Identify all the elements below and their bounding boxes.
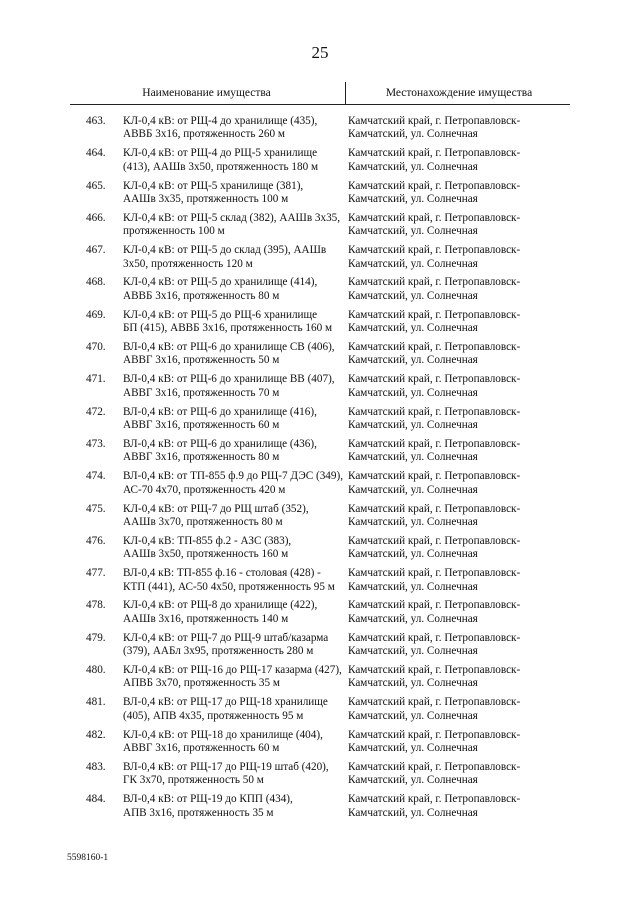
property-name-line: ВЛ-0,4 кВ: от РЩ-17 до РЩ-19 штаб (420),: [123, 760, 329, 773]
property-location-line: Камчатский край, г. Петропавловск-: [348, 179, 521, 192]
row-number: 464.: [86, 147, 106, 160]
property-name-line: АПВ 3х16, протяженность 35 м: [123, 806, 274, 819]
table-row: [0, 696, 640, 728]
property-location-line: Камчатский край, г. Петропавловск-: [348, 341, 521, 354]
property-location: [348, 406, 558, 433]
property-location-line: Камчатский край, г. Петропавловск-: [348, 567, 521, 580]
property-name-line: КЛ-0,4 кВ: от РЩ-5 хранилище (381),: [123, 179, 304, 192]
table-row: [0, 503, 640, 535]
property-name: [123, 793, 345, 820]
property-location-line: Камчатский, ул. Солнечная: [348, 677, 478, 690]
row-number: 475.: [86, 502, 106, 515]
property-name-line: (413), ААШв 3х50, протяженность 180 м: [123, 160, 319, 173]
property-name-line: ААШв 3х16, протяженность 140 м: [123, 612, 289, 625]
property-location-line: Камчатский, ул. Солнечная: [348, 451, 478, 464]
property-location-line: Камчатский, ул. Солнечная: [348, 645, 478, 658]
table-row: [0, 632, 640, 664]
property-name-line: КЛ-0,4 кВ: от РЩ-18 до хранилище (404),: [123, 728, 323, 741]
table-header: [70, 82, 570, 105]
property-location-line: Камчатский край, г. Петропавловск-: [348, 631, 521, 644]
property-name: [123, 696, 345, 723]
property-location-line: Камчатский край, г. Петропавловск-: [348, 599, 521, 612]
property-location: [348, 438, 558, 465]
property-name-line: ВЛ-0,4 кВ: от РЩ-6 до хранилище ВВ (407),: [123, 373, 335, 386]
property-location-line: Камчатский край, г. Петропавловск-: [348, 696, 521, 709]
property-location-line: Камчатский край, г. Петропавловск-: [348, 728, 521, 741]
row-number: 465.: [86, 179, 106, 192]
property-location: [348, 115, 558, 142]
property-name-line: АВВГ 3х16, протяженность 80 м: [123, 451, 280, 464]
property-name-line: (405), АПВ 4х35, протяженность 95 м: [123, 709, 304, 722]
row-number: 483.: [86, 760, 106, 773]
property-location-line: Камчатский край, г. Петропавловск-: [348, 147, 521, 160]
property-location-line: Камчатский, ул. Солнечная: [348, 483, 478, 496]
property-name: [123, 664, 345, 691]
property-location-line: Камчатский край, г. Петропавловск-: [348, 534, 521, 547]
table-row: [0, 567, 640, 599]
property-name: [123, 180, 345, 207]
table-row: [0, 244, 640, 276]
property-name-line: КЛ-0,4 кВ: ТП-855 ф.2 - АЗС (383),: [123, 534, 292, 547]
property-location: [348, 503, 558, 530]
property-location-line: Камчатский край, г. Петропавловск-: [348, 793, 521, 806]
column-header-location: Местонахождение имущества: [385, 87, 533, 99]
row-number: 484.: [86, 793, 106, 806]
property-name-line: АВВГ 3х16, протяженность 70 м: [123, 386, 280, 399]
property-name-line: ВЛ-0,4 кВ: от РЩ-6 до хранилище СВ (406),: [123, 341, 335, 354]
property-location-line: Камчатский, ул. Солнечная: [348, 580, 478, 593]
property-name: [123, 438, 345, 465]
property-location: [348, 373, 558, 400]
property-location-line: Камчатский, ул. Солнечная: [348, 354, 478, 367]
property-location-line: Камчатский, ул. Солнечная: [348, 322, 478, 335]
property-location-line: Камчатский, ул. Солнечная: [348, 128, 478, 141]
property-name: [123, 244, 345, 271]
property-name-line: ВЛ-0,4 кВ: от РЩ-6 до хранилище (436),: [123, 437, 317, 450]
property-location: [348, 761, 558, 788]
property-name-line: КЛ-0,4 кВ: от РЩ-4 до хранилище (435),: [123, 115, 318, 127]
property-name-line: ВЛ-0,4 кВ: от ТП-855 ф.9 до РЩ-7 ДЭС (349),: [123, 470, 344, 483]
table-row: [0, 180, 640, 212]
property-name: [123, 599, 345, 626]
property-name: [123, 535, 345, 562]
table-row: [0, 373, 640, 405]
property-location-line: Камчатский край, г. Петропавловск-: [348, 437, 521, 450]
property-location: [348, 147, 558, 174]
row-number: 482.: [86, 728, 106, 741]
property-name: [123, 147, 345, 174]
property-location-line: Камчатский, ул. Солнечная: [348, 515, 478, 528]
row-number: 471.: [86, 373, 106, 386]
property-name-line: АВВГ 3х16, протяженность 50 м: [123, 354, 280, 367]
property-name-line: ВЛ-0,4 кВ: от РЩ-19 до КПП (434),: [123, 793, 293, 806]
property-name-line: КЛ-0,4 кВ: от РЩ-5 до хранилище (414),: [123, 276, 318, 289]
property-location-line: Камчатский, ул. Солнечная: [348, 419, 478, 432]
property-location: [348, 309, 558, 336]
property-name-line: ГК 3х70, протяженность 50 м: [123, 774, 264, 787]
property-location: [348, 567, 558, 594]
property-name-line: КЛ-0,4 кВ: от РЩ-4 до РЩ-5 хранилище: [123, 147, 318, 160]
property-location-line: Камчатский, ул. Солнечная: [348, 193, 478, 205]
table-row: [0, 406, 640, 438]
property-location-line: Камчатский, ул. Солнечная: [348, 548, 478, 561]
property-location-line: Камчатский, ул. Солнечная: [348, 612, 478, 625]
property-location-line: Камчатский край, г. Петропавловск-: [348, 664, 521, 677]
table-row: [0, 341, 640, 373]
property-name: [123, 406, 345, 433]
property-location-line: Камчатский край, г. Петропавловск-: [348, 276, 521, 289]
property-location: [348, 276, 558, 303]
property-location: [348, 244, 558, 271]
table-row: [0, 729, 640, 761]
property-table-body: [0, 115, 640, 826]
row-number: 468.: [86, 276, 106, 289]
property-location-line: Камчатский край, г. Петропавловск-: [348, 502, 521, 515]
property-name-line: ААШв 3х70, протяженность 80 м: [123, 515, 283, 528]
property-name: [123, 212, 345, 239]
table-row: [0, 599, 640, 631]
property-name-line: АВВБ 3х16, протяженность 260 м: [123, 128, 285, 141]
document-code: 5598160-1: [67, 853, 109, 863]
row-number: 472.: [86, 405, 106, 418]
property-location-line: Камчатский край, г. Петропавловск-: [348, 244, 521, 257]
property-name-line: (379), ААБл 3х95, протяженность 280 м: [123, 645, 314, 658]
property-location-line: Камчатский, ул. Солнечная: [348, 160, 478, 173]
row-number: 463.: [86, 115, 106, 127]
property-location-line: Камчатский край, г. Петропавловск-: [348, 760, 521, 773]
property-location: [348, 535, 558, 562]
property-location-line: Камчатский край, г. Петропавловск-: [348, 211, 521, 224]
property-location-line: Камчатский край, г. Петропавловск-: [348, 308, 521, 321]
property-location: [348, 212, 558, 239]
property-name-line: КЛ-0,4 кВ: от РЩ-7 до РЩ-9 штаб/казарма: [123, 631, 329, 644]
table-row: [0, 470, 640, 502]
property-name-line: КЛ-0,4 кВ: от РЩ-7 до РЩ штаб (352),: [123, 502, 309, 515]
table-row: [0, 438, 640, 470]
property-location-line: Камчатский, ул. Солнечная: [348, 742, 478, 755]
property-location: [348, 664, 558, 691]
property-location-line: Камчатский край, г. Петропавловск-: [348, 373, 521, 386]
property-name-line: ААШв 3х35, протяженность 100 м: [123, 193, 289, 205]
property-location-line: Камчатский край, г. Петропавловск-: [348, 115, 521, 127]
row-number: 479.: [86, 631, 106, 644]
property-location-line: Камчатский, ул. Солнечная: [348, 774, 478, 787]
property-name-line: АВВГ 3х16, протяженность 60 м: [123, 419, 280, 432]
table-row: [0, 212, 640, 244]
property-name-line: КЛ-0,4 кВ: от РЩ-8 до хранилище (422),: [123, 599, 318, 612]
property-name: [123, 567, 345, 594]
property-name: [123, 729, 345, 756]
column-divider: [345, 82, 346, 104]
property-location-line: Камчатский край, г. Петропавловск-: [348, 470, 521, 483]
row-number: 478.: [86, 599, 106, 612]
row-number: 470.: [86, 341, 106, 354]
property-name: [123, 470, 345, 497]
property-name-line: АПВБ 3х70, протяженность 35 м: [123, 677, 280, 690]
row-number: 466.: [86, 211, 106, 224]
page-number: 25: [311, 43, 329, 62]
property-location: [348, 341, 558, 368]
table-row: [0, 761, 640, 793]
property-name: [123, 632, 345, 659]
property-name: [123, 115, 345, 142]
property-location-line: Камчатский, ул. Солнечная: [348, 709, 478, 722]
row-number: 474.: [86, 470, 106, 483]
property-name-line: ВЛ-0,4 кВ: ТП-855 ф.16 - столовая (428) -: [123, 567, 321, 580]
property-location: [348, 696, 558, 723]
table-row: [0, 115, 640, 147]
row-number: 480.: [86, 664, 106, 677]
property-location: [348, 470, 558, 497]
property-name-line: ААШв 3х50, протяженность 160 м: [123, 548, 289, 561]
row-number: 467.: [86, 244, 106, 257]
property-location-line: Камчатский край, г. Петропавловск-: [348, 405, 521, 418]
table-row: [0, 147, 640, 179]
property-location-line: Камчатский, ул. Солнечная: [348, 257, 478, 270]
property-location-line: Камчатский, ул. Солнечная: [348, 225, 478, 238]
property-name-line: ВЛ-0,4 кВ: от РЩ-6 до хранилище (416),: [123, 405, 317, 418]
table-row: [0, 309, 640, 341]
property-name-line: КТП (441), АС-50 4х50, протяженность 95 м: [123, 580, 335, 593]
property-name-line: протяженность 100 м: [123, 225, 225, 238]
property-location: [348, 632, 558, 659]
table-row: [0, 535, 640, 567]
property-name: [123, 341, 345, 368]
property-name: [123, 373, 345, 400]
property-name-line: АВВГ 3х16, протяженность 60 м: [123, 742, 280, 755]
table-row: [0, 793, 640, 825]
property-location: [348, 599, 558, 626]
row-number: 477.: [86, 567, 106, 580]
property-name-line: ВЛ-0,4 кВ: от РЩ-17 до РЩ-18 хранилище: [123, 696, 328, 709]
table-row: [0, 276, 640, 308]
row-number: 481.: [86, 696, 106, 709]
table-row: [0, 664, 640, 696]
column-header-name: Наименование имущества: [142, 87, 271, 99]
property-location: [348, 180, 558, 207]
row-number: 473.: [86, 437, 106, 450]
row-number: 476.: [86, 534, 106, 547]
property-location-line: Камчатский, ул. Солнечная: [348, 386, 478, 399]
property-name-line: КЛ-0,4 кВ: от РЩ-5 до РЩ-6 хранилище: [123, 308, 318, 321]
property-name-line: АС-70 4х70, протяженность 420 м: [123, 483, 286, 496]
property-name: [123, 761, 345, 788]
property-name-line: КЛ-0,4 кВ: от РЩ-5 до склад (395), ААШв: [123, 244, 327, 257]
property-name: [123, 276, 345, 303]
property-name: [123, 503, 345, 530]
property-name-line: БП (415), АВВБ 3х16, протяженность 160 м: [123, 322, 333, 335]
property-name-line: КЛ-0,4 кВ: от РЩ-16 до РЩ-17 казарма (427),: [123, 664, 342, 677]
property-location-line: Камчатский, ул. Солнечная: [348, 289, 478, 302]
property-name-line: АВВБ 3х16, протяженность 80 м: [123, 289, 280, 302]
property-location-line: Камчатский, ул. Солнечная: [348, 806, 478, 819]
property-location: [348, 729, 558, 756]
property-name-line: 3х50, протяженность 120 м: [123, 257, 253, 270]
row-number: 469.: [86, 308, 106, 321]
property-name: [123, 309, 345, 336]
property-name-line: КЛ-0,4 кВ: от РЩ-5 склад (382), ААШв 3х35,: [123, 211, 341, 224]
property-location: [348, 793, 558, 820]
